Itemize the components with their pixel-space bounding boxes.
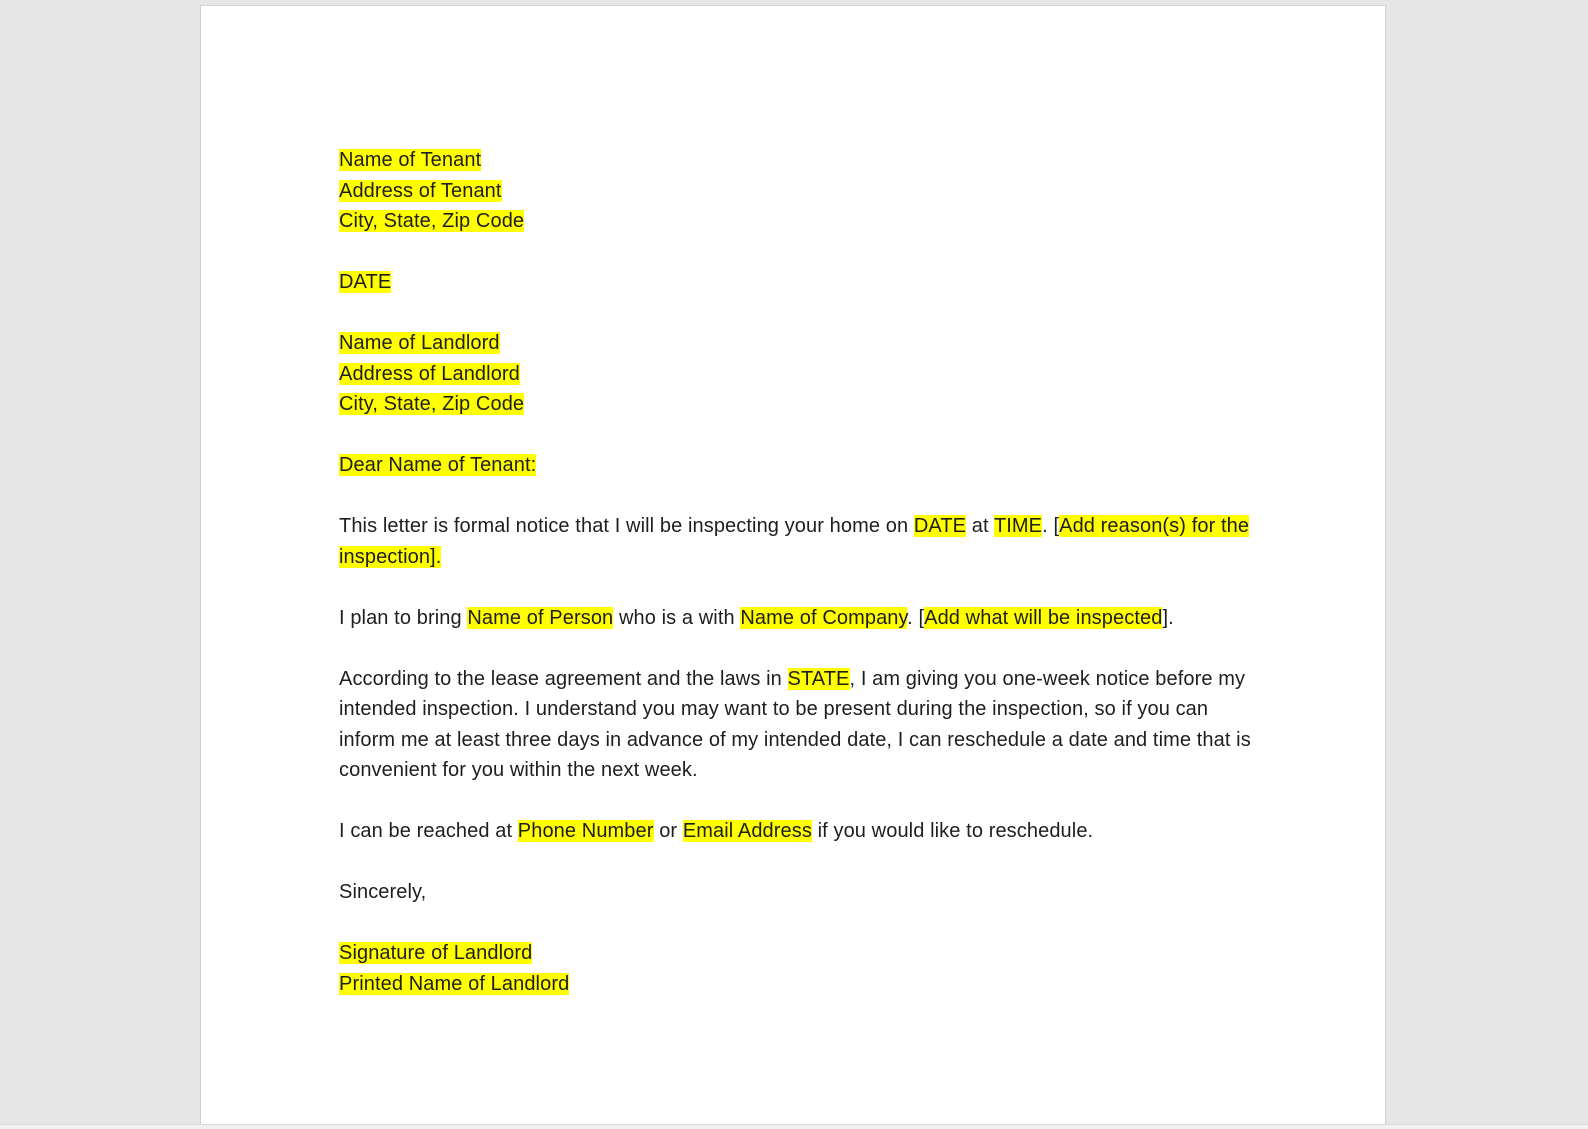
signature-block [339,938,1259,999]
tenant-city-state-zip: City, State, Zip Code [339,210,525,232]
placeholder-inspected: Add what will be inspected [924,606,1163,629]
letter-date: DATE [339,271,392,293]
tenant-address: Address of Tenant [339,179,502,202]
paragraph-inspection-notice: This letter is formal notice that I will be inspecting your home on DATE at TIME. [Add reason(s) for the inspection]. [339,515,1250,568]
salutation: Dear Name of Tenant: [339,454,537,476]
paragraph-contact: I can be reached at Phone Number or Email Address if you would like to reschedule. [339,820,1094,842]
placeholder-date: DATE [913,515,967,537]
letter-body[interactable] [339,145,1259,1030]
printed-name-line: Printed Name of Landlord [339,972,570,995]
placeholder-person: Name of Person [467,606,614,629]
signature-line: Signature of Landlord [339,942,533,964]
placeholder-time: TIME [993,515,1043,537]
tenant-address-block [339,145,1259,237]
tenant-name: Name of Tenant [339,149,482,171]
paragraph-lease-notice: According to the lease agreement and the laws in STATE, I am giving you one-week notice before my intended inspection. I understand you may want to be present during the inspection, so if you can inform me at least three days in advance of my intended date, I can reschedule a date and time that is convenient for you within the next week. [339,667,1251,781]
paragraph-bring-person: I plan to bring Name of Person who is a with Name of Company. [Add what will be inspected]. [339,606,1174,629]
landlord-address-block [339,328,1259,420]
placeholder-email: Email Address [682,820,812,842]
closing: Sincerely, [339,881,427,903]
document-page [200,5,1386,1129]
landlord-name: Name of Landlord [339,332,500,354]
landlord-address: Address of Landlord [339,362,520,385]
landlord-city-state-zip: City, State, Zip Code [339,393,525,415]
placeholder-phone: Phone Number [517,820,654,842]
window-bottom-edge [0,1124,1588,1129]
placeholder-company: Name of Company [740,606,908,629]
placeholder-state: STATE [787,667,850,690]
placeholder-reason: Add reason(s) for the inspection]. [339,515,1250,568]
